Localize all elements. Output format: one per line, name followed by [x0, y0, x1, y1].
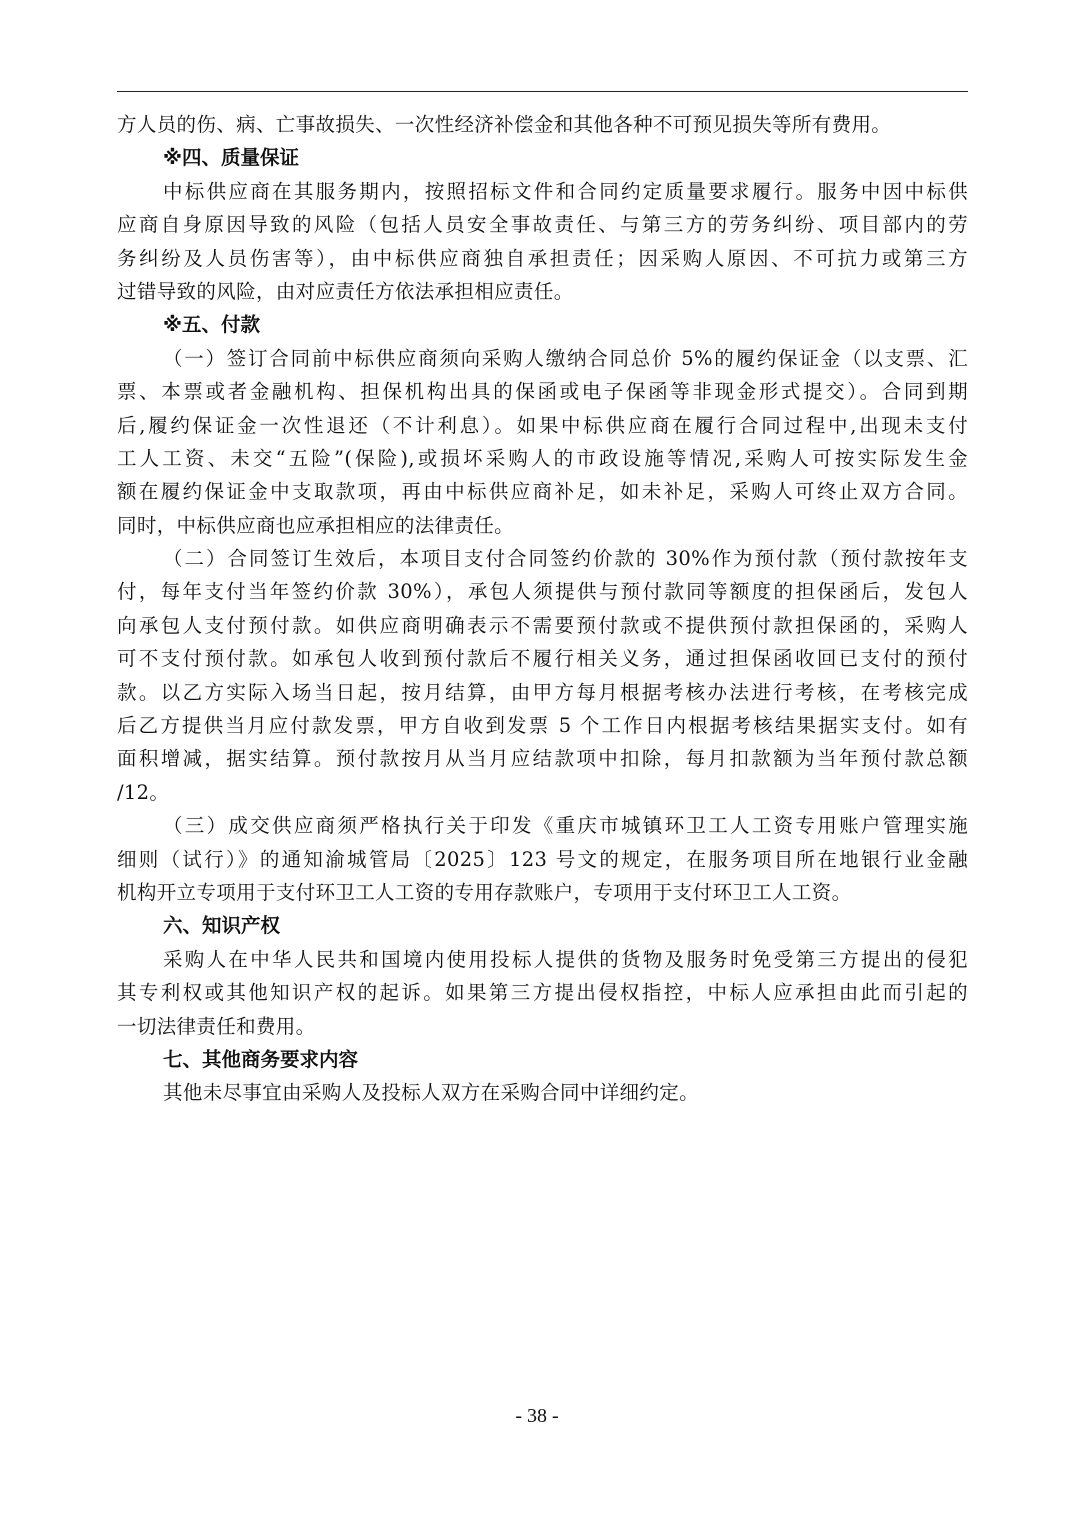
- paragraph-line: 过错导致的风险，由对应责任方依法承担相应责任。: [117, 279, 574, 303]
- paragraph-line: 向承包人支付预付款。如供应商明确表示不需要预付款或不提供预付款担保函的，采购人: [117, 613, 968, 637]
- section-heading-ip: 六、知识产权: [163, 914, 281, 938]
- paragraph-line: 后,履约保证金一次性退还（不计利息）。如果中标供应商在履行合同过程中,出现未支付: [117, 413, 968, 437]
- paragraph-line: 后乙方提供当月应付款发票，甲方自收到发票 5 个工作日内根据考核结果据实支付。如有: [117, 714, 968, 738]
- paragraph-line: 同时，中标供应商也应承担相应的法律责任。: [117, 513, 515, 537]
- document-body: [117, 108, 968, 1110]
- other-paragraph: [117, 1076, 968, 1109]
- quality-paragraph: [117, 175, 968, 309]
- page-number: - 38 -: [515, 1405, 559, 1427]
- payment-paragraph-3: [117, 809, 968, 909]
- payment-paragraph-1: [117, 342, 968, 542]
- paragraph-line: 一切法律责任和费用。: [117, 1014, 316, 1038]
- payment-paragraph-2: [117, 542, 968, 809]
- continuation-line: 方人员的伤、病、亡事故损失、一次性经济补偿金和其他各种不可预见损失等所有费用。: [117, 113, 892, 136]
- paragraph-line: 务纠纷及人员伤害等），由中标供应商独自承担责任；因采购人原因、不可抗力或第三方: [117, 246, 968, 270]
- section-heading-other: 七、其他商务要求内容: [163, 1047, 359, 1071]
- section-heading-quality: ※四、质量保证: [163, 146, 299, 170]
- paragraph-line: 可不支付预付款。如承包人收到预付款后不履行相关义务，通过担保函收回已支付的预付: [117, 647, 968, 671]
- paragraph-line: 中标供应商在其服务期内，按照招标文件和合同约定质量要求履行。服务中因中标供: [163, 179, 968, 203]
- paragraph-line: （一）签订合同前中标供应商须向采购人缴纳合同总价 5%的履约保证金（以支票、汇: [163, 346, 968, 370]
- header-rule: [117, 91, 968, 92]
- paragraph-line: 额在履约保证金中支取款项，再由中标供应商补足，如未补足，采购人可终止双方合同。: [117, 480, 968, 504]
- paragraph-line: 采购人在中华人民共和国境内使用投标人提供的货物及服务时免受第三方提出的侵犯: [163, 947, 968, 971]
- paragraph-line: 款。以乙方实际入场当日起，按月结算，由甲方每月根据考核办法进行考核，在考核完成: [117, 680, 968, 704]
- section-heading-payment: ※五、付款: [163, 313, 260, 337]
- paragraph-line: 应商自身原因导致的风险（包括人员安全事故责任、与第三方的劳务纠纷、项目部内的劳: [117, 213, 968, 237]
- paragraph-line: 工人工资、未交“五险”(保险),或损坏采购人的市政设施等情况,采购人可按实际发生金: [117, 446, 968, 470]
- paragraph-line: /12。: [117, 780, 170, 804]
- paragraph-line: 机构开立专项用于支付环卫工人工资的专用存款账户，专项用于支付环卫工人工资。: [117, 880, 852, 904]
- paragraph-line: 其他未尽事宜由采购人及投标人双方在采购合同中详细约定。: [163, 1081, 699, 1105]
- paragraph-line: 付，每年支付当年签约价款 30%），承包人须提供与预付款同等额度的担保函后，发包人: [117, 580, 968, 604]
- paragraph-line: 票、本票或者金融机构、担保机构出具的保函或电子保函等非现金形式提交）。合同到期: [117, 380, 968, 404]
- paragraph-line: 其专利权或其他知识产权的起诉。如果第三方提出侵权指控，中标人应承担由此而引起的: [117, 981, 968, 1005]
- paragraph-line: （三）成交供应商须严格执行关于印发《重庆市城镇环卫工人工资专用账户管理实施: [163, 814, 968, 838]
- paragraph-line: 细则（试行）》的通知渝城管局〔2025〕123 号文的规定，在服务项目所在地银行业金融: [117, 847, 968, 871]
- ip-paragraph: [117, 943, 968, 1043]
- paragraph-line: （二）合同签订生效后，本项目支付合同签约价款的 30%作为预付款（预付款按年支: [163, 547, 968, 571]
- paragraph-line: 面积增减，据实结算。预付款按月从当月应结款项中扣除，每月扣款额为当年预付款总额: [117, 747, 968, 771]
